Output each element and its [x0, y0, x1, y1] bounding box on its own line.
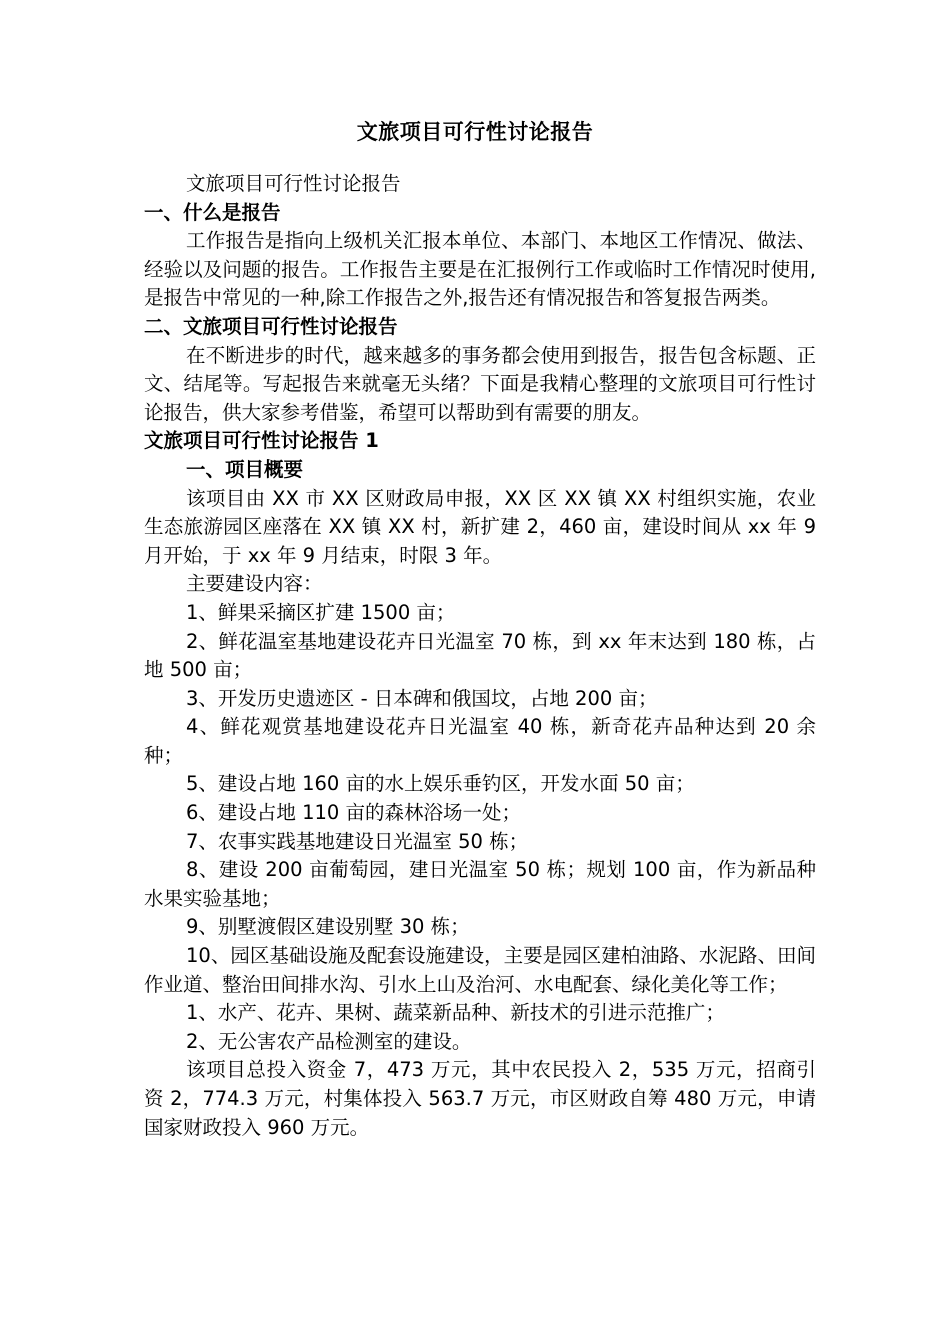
paragraph: 工作报告是指向上级机关汇报本单位、本部门、本地区工作情况、做法、经验以及问题的报告。工作报告主要是在汇报例行工作或临时工作情况时使用,是报告中常见的一种,除工作报告之外,报告还有情况报告和答复报告两类。 — [144, 229, 816, 310]
document-title: 文旅项目可行性讨论报告 — [356, 120, 594, 144]
list-item: 8、建设 200 亩葡萄园，建日光温室 50 栋；规划 100 亩，作为新品种水果实验基地； — [144, 858, 816, 910]
list-item: 2、鲜花温室基地建设花卉日光温室 70 栋，到 xx 年末达到 180 栋，占地 500 亩； — [144, 629, 816, 682]
subsection-heading: 一、项目概要 — [186, 457, 304, 481]
list-item: 6、建设占地 110 亩的森林浴场一处； — [186, 801, 522, 825]
list-item: 7、农事实践基地建设日光温室 50 栋； — [186, 829, 529, 853]
paragraph: 文旅项目可行性讨论报告 — [186, 172, 401, 195]
list-item: 2、无公害农产品检测室的建设。 — [186, 1029, 472, 1053]
paragraph: 该项目总投入资金 7，473 万元，其中农民投入 2，535 万元，招商引资 2，774.3 万元，村集体投入 563.7 万元，市区财政自筹 480 万元，申请国家财政投入 960 万元。 — [144, 1058, 816, 1139]
section-heading: 文旅项目可行性讨论报告 1 — [144, 429, 379, 453]
list-item: 1、鲜果采摘区扩建 1500 亩； — [186, 600, 456, 624]
paragraph: 主要建设内容： — [186, 572, 323, 596]
list-item: 5、建设占地 160 亩的水上娱乐垂钓区，开发水面 50 亩； — [186, 772, 695, 796]
list-item: 4、鲜花观赏基地建设花卉日光温室 40 栋，新奇花卉品种达到 20 余种； — [144, 715, 816, 767]
section-heading: 二、文旅项目可行性讨论报告 — [144, 314, 398, 338]
document-body — [144, 170, 816, 1142]
list-item: 3、开发历史遗迹区 - 日本碑和俄国坟，占地 200 亩； — [186, 686, 658, 710]
paragraph: 该项目由 XX 市 XX 区财政局申报，XX 区 XX 镇 XX 村组织实施，农业生态旅游园区座落在 XX 镇 XX 村，新扩建 2，460 亩，建设时间从 xx 年 9 月开始，于 xx 年 9 月结束，时限 3 年。 — [144, 486, 816, 567]
list-item: 9、别墅渡假区建设别墅 30 栋； — [186, 915, 470, 939]
list-item: 10、园区基础设施及配套设施建设，主要是园区建柏油路、水泥路、田间作业道、整治田间排水沟、引水上山及治河、水电配套、绿化美化等工作； — [144, 944, 816, 996]
list-item: 1、水产、花卉、果树、蔬菜新品种、新技术的引进示范推广； — [186, 1001, 725, 1025]
paragraph: 在不断进步的时代，越来越多的事务都会使用到报告，报告包含标题、正文、结尾等。写起报告来就毫无头绪？下面是我精心整理的文旅项目可行性讨论报告，供大家参考借鉴，希望可以帮助到有需要的朋友。 — [144, 343, 816, 424]
section-heading: 一、什么是报告 — [144, 200, 281, 224]
